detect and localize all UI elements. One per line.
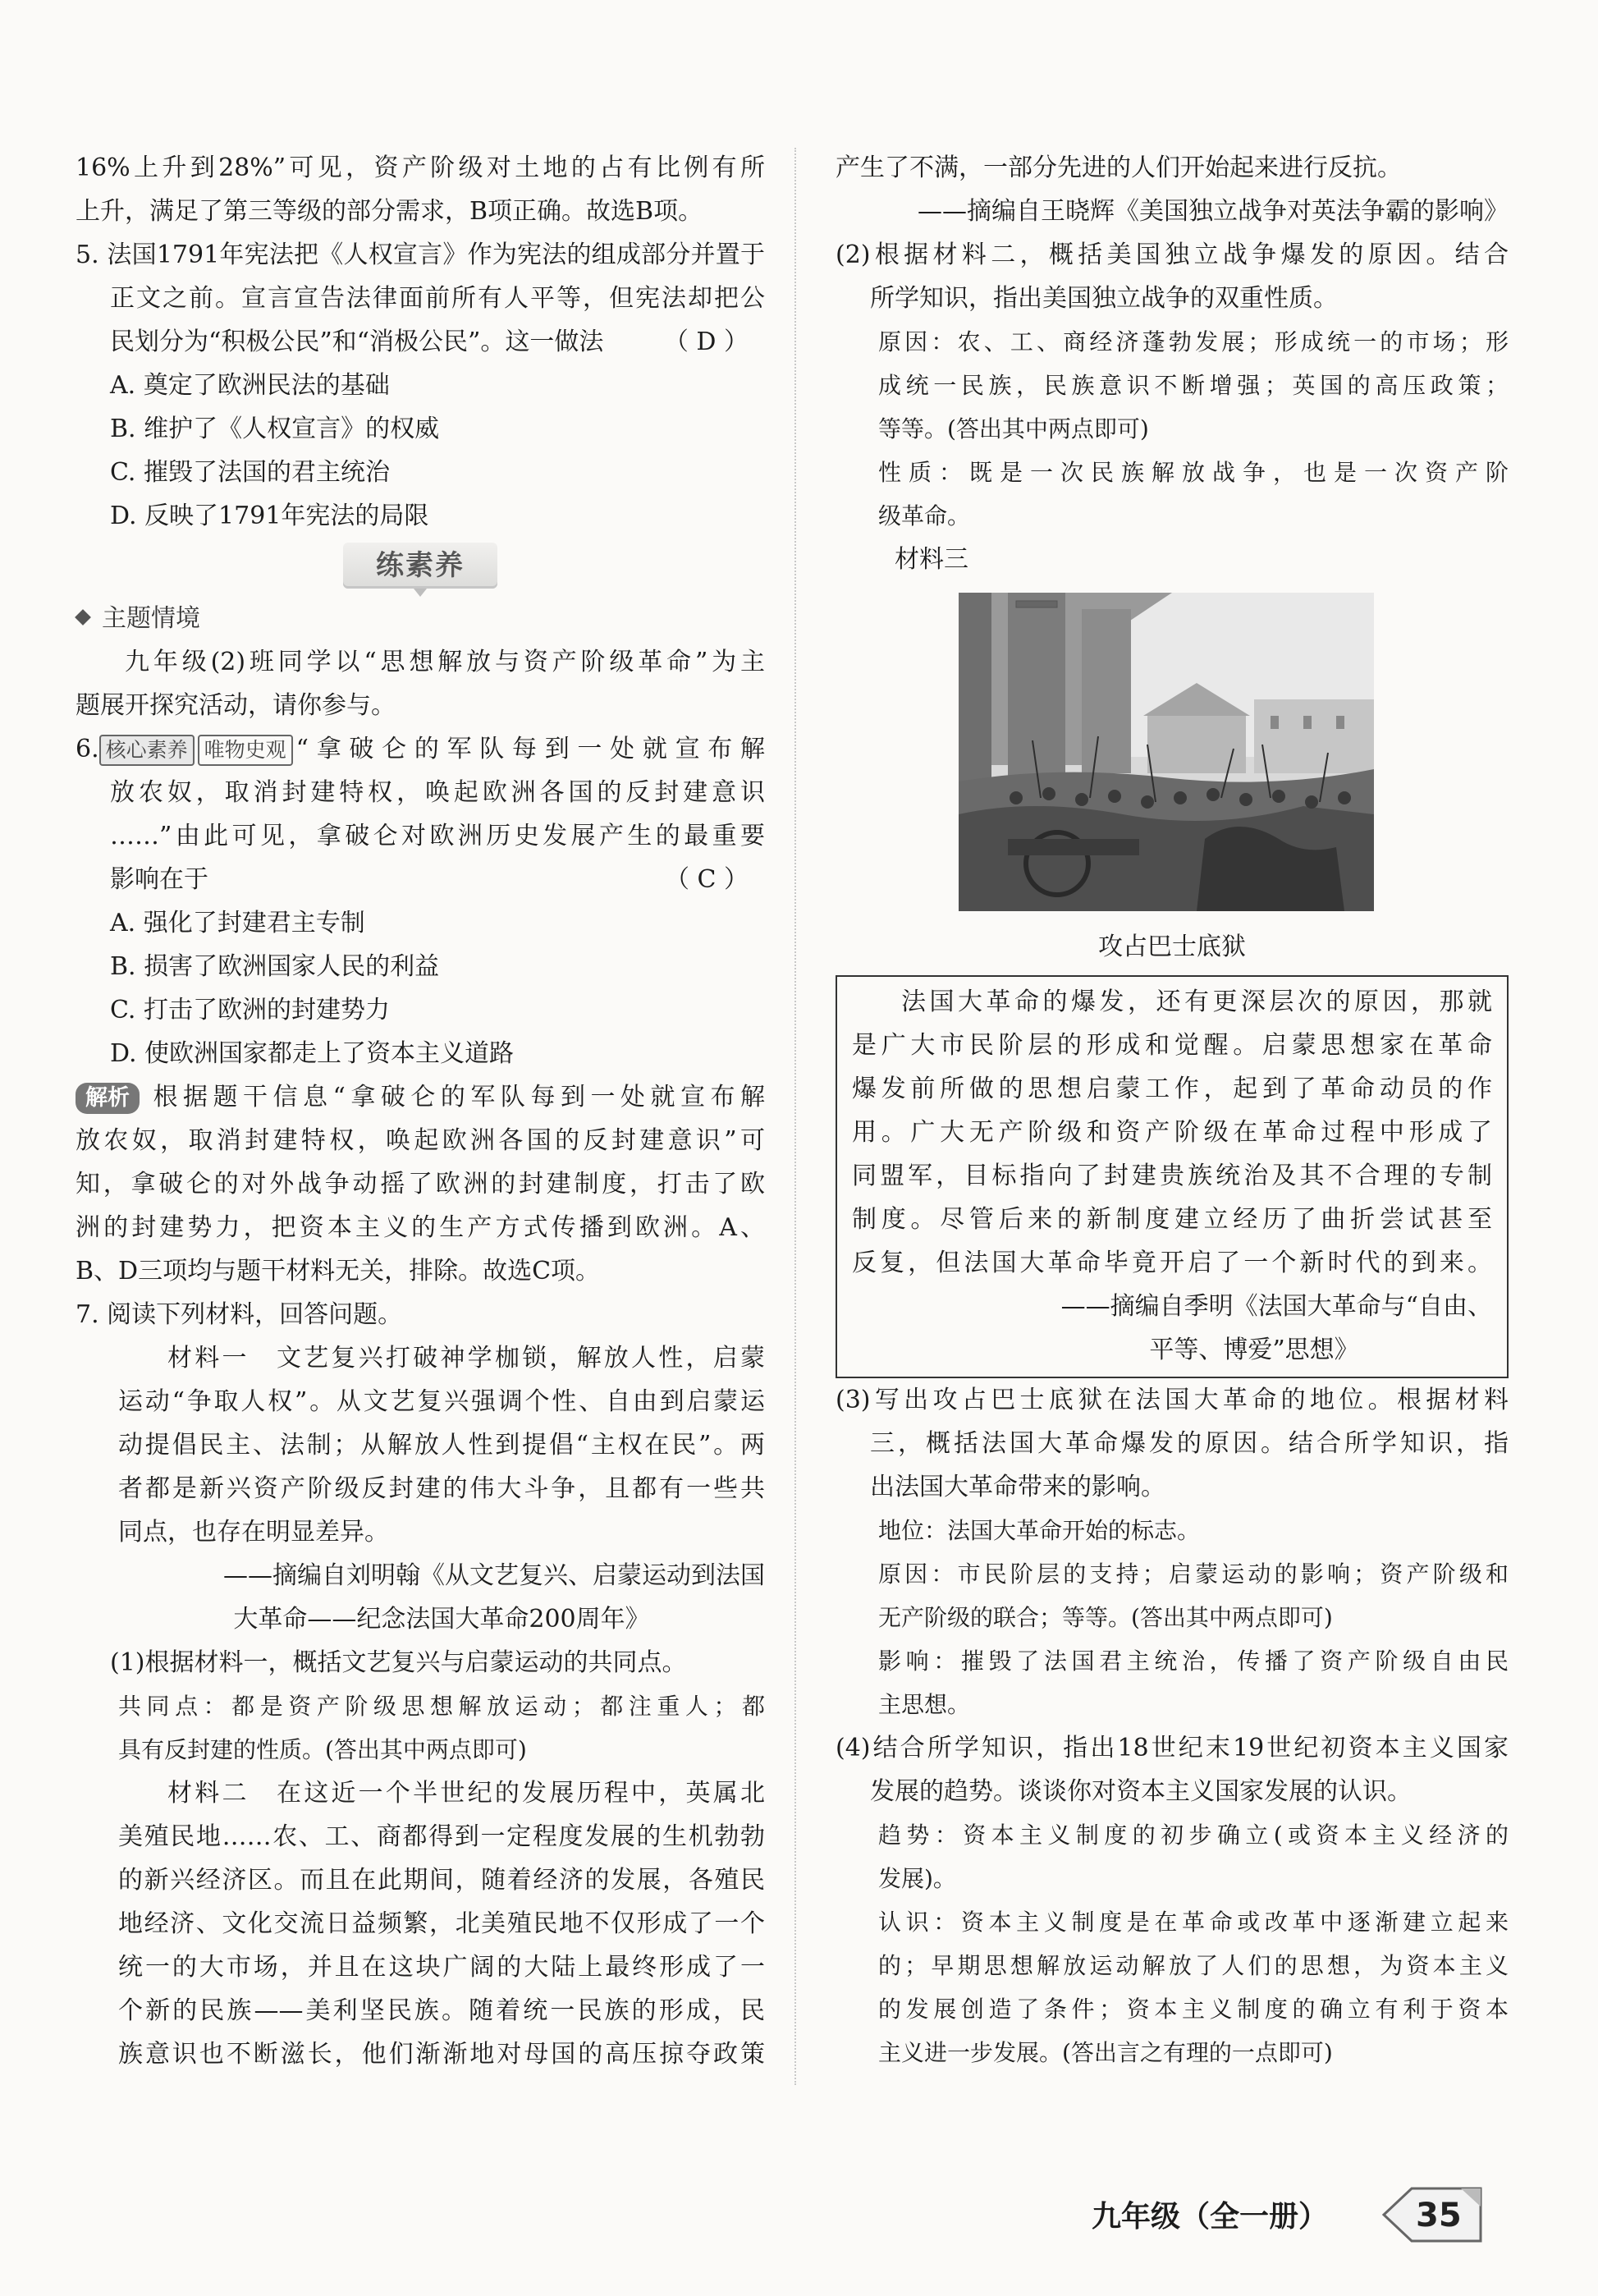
material-one-line: 动提倡民主、法制；从解放人性到提倡“主权在民”。两 — [118, 1431, 765, 1460]
material-three-box — [836, 975, 1509, 1378]
q7-sub2-answer-cause: 原因：农、工、商经济蓬勃发展；形成统一的市场；形 — [878, 328, 1509, 355]
material-one-line: 材料一 文艺复兴打破神学枷锁，解放人性，启蒙 — [167, 1344, 765, 1373]
material-two-continued: 产生了不满，一部分先进的人们开始起来进行反抗。 — [836, 154, 1402, 182]
material-three-source: 平等、博爱”思想》 — [1149, 1336, 1359, 1364]
prev-analysis-line: 上升，满足了第三等级的部分需求，B项正确。故选B项。 — [76, 197, 703, 226]
material-two-line: 材料二 在这近一个半世纪的发展历程中，英属北 — [167, 1779, 765, 1808]
grade-label: 九年级（全一册） — [1092, 2200, 1329, 2234]
topic-heading: 主题情境 — [76, 597, 765, 640]
material-one-line: 者都是新兴资产阶级反封建的伟大斗争，且都有一些共 — [118, 1474, 765, 1503]
q7-sub4-answer: 发展)。 — [878, 1865, 956, 1892]
figure-caption: 攻占巴士底狱 — [1098, 933, 1246, 961]
material-three-line: 用。广大无产阶级和资产阶级在革命过程中形成了 — [852, 1118, 1492, 1147]
q7-sub2: (2)根据材料二，概括美国独立战争爆发的原因。结合 — [836, 241, 1509, 269]
q7-sub1-answer: 具有反封建的性质。(答出其中两点即可) — [118, 1736, 527, 1763]
q5-stem-line: 民划分为“积极公民”和“消极公民”。这一做法 （ D ） — [76, 320, 765, 364]
topic-text: 九年级(2)班同学以“思想解放与资产阶级革命”为主 — [125, 648, 765, 676]
left-column — [76, 146, 765, 2076]
q7-sub4-answer: 的发展创造了条件；资本主义制度的确立有利于资本 — [878, 1996, 1509, 2023]
material-one-source: 大革命——纪念法国大革命200周年》 — [233, 1605, 650, 1634]
right-column — [836, 146, 1509, 2074]
core-literacy-tag: 核心素养 — [99, 735, 195, 766]
q5-option-b: B. 维护了《人权宣言》的权威 — [110, 415, 440, 443]
material-three-line: 法国大革命的爆发，还有更深层次的原因，那就 — [901, 988, 1492, 1016]
material-three-line: 是广大市民阶层的形成和觉醒。启蒙思想家在革命 — [852, 1031, 1492, 1060]
q7-sub2-answer-cause: 成统一民族，民族意识不断增强；英国的高压政策； — [878, 372, 1509, 399]
q7-sub2-answer-nature: 性质：既是一次民族解放战争，也是一次资产阶 — [878, 459, 1509, 486]
column-divider — [794, 148, 796, 2085]
material-one-line: 运动“争取人权”。从文艺复兴强调个性、自由到启蒙运 — [118, 1387, 765, 1416]
q6-stem-line: 影响在于 （ C ） — [76, 858, 765, 901]
material-three-label: 材料三 — [895, 545, 968, 574]
analysis-line: 洲的封建势力，把资本主义的生产方式传播到欧洲。A、 — [76, 1213, 765, 1242]
material-two-line: 美殖民地……农、工、商都得到一定程度发展的生机勃勃 — [118, 1822, 765, 1851]
prev-analysis-line: 16%上升到28%”可见，资产阶级对土地的占有比例有所 — [76, 154, 765, 182]
q5-answer: （ D ） — [663, 328, 749, 356]
q7-stem: 7. 阅读下列材料，回答问题。 — [76, 1300, 403, 1329]
q7-sub3: 出法国大革命带来的影响。 — [870, 1473, 1165, 1501]
material-two-source: ——摘编自王晓辉《美国独立战争对英法争霸的影响》 — [918, 197, 1509, 226]
diamond-icon — [75, 609, 91, 626]
q5-stem-line: 5. 法国1791年宪法把《人权宣言》作为宪法的组成部分并置于 — [76, 241, 765, 269]
material-two-line: 个新的民族——美利坚民族。随着统一民族的形成，民 — [118, 1996, 765, 2025]
q7-sub4: (4)结合所学知识，指出18世纪末19世纪初资本主义国家 — [836, 1734, 1509, 1762]
q6-answer: （ C ） — [664, 865, 749, 894]
q7-sub3-answer: 无产阶级的联合；等等。(答出其中两点即可) — [878, 1604, 1333, 1631]
q7-sub4-answer: 的；早期思想解放运动解放了人们的思想，为资本主义 — [878, 1952, 1509, 1979]
material-three-line: 制度。尽管后来的新制度建立经历了曲折尝试甚至 — [852, 1205, 1492, 1234]
page-number-tab — [1379, 2182, 1486, 2248]
q7-sub3: 三，概括法国大革命爆发的原因。结合所学知识，指 — [870, 1429, 1509, 1458]
material-three-line: 同盟军，目标指向了封建贵族统治及其不合理的专制 — [852, 1162, 1492, 1190]
analysis-line: B、D三项均与题干材料无关，排除。故选C项。 — [76, 1257, 601, 1285]
material-one-source: ——摘编自刘明翰《从文艺复兴、启蒙运动到法国 — [223, 1561, 765, 1590]
material-one-line: 同点，也存在明显差异。 — [118, 1518, 389, 1547]
q7-sub4-answer: 主义进一步发展。(答出言之有理的一点即可) — [878, 2039, 1333, 2066]
analysis-label: 解析 — [76, 1083, 140, 1114]
q5-option-c: C. 摧毁了法国的君主统治 — [110, 458, 390, 487]
q5-stem-line: 正文之前。宣言宣告法律面前所有人平等，但宪法却把公 — [110, 284, 765, 313]
q6-stem-line: 放农奴，取消封建特权，唤起欧洲各国的反封建意识 — [110, 778, 765, 807]
analysis-line: 知，拿破仑的对外战争动摇了欧洲的封建制度，打击了欧 — [76, 1170, 765, 1198]
q7-sub3-answer: 影响：摧毁了法国君主统治，传播了资产阶级自由民 — [878, 1648, 1509, 1675]
q7-sub3-answer: 主思想。 — [878, 1691, 971, 1718]
q7-sub4-answer: 趋势：资本主义制度的初步确立(或资本主义经济的 — [878, 1822, 1509, 1849]
storming-bastille-illustration — [959, 593, 1374, 911]
material-three-line: 爆发前所做的思想启蒙工作，起到了革命动员的作 — [852, 1075, 1492, 1103]
q7-sub2-answer-nature: 级革命。 — [878, 502, 971, 529]
material-two-line: 统一的大市场，并且在这块广阔的大陆上最终形成了一 — [118, 1953, 765, 1982]
q7-sub2-answer-cause: 等等。(答出其中两点即可) — [878, 415, 1149, 442]
analysis-line: 解析 根据题干信息“拿破仑的军队每到一处就宣布解 — [76, 1075, 765, 1119]
page-number: 35 — [1416, 2197, 1462, 2234]
material-two-line: 的新兴经济区。而且在此期间，随着经济的发展，各殖民 — [118, 1866, 765, 1895]
q7-sub3-answer: 地位：法国大革命开始的标志。 — [878, 1517, 1201, 1544]
q5-option-a: A. 奠定了欧洲民法的基础 — [110, 371, 390, 400]
material-three-line: 反复，但法国大革命毕竟开启了一个新时代的到来。 — [852, 1249, 1492, 1277]
q6-option-b: B. 损害了欧洲国家人民的利益 — [110, 952, 440, 981]
q6-option-d: D. 使欧洲国家都走上了资本主义道路 — [110, 1039, 515, 1068]
q7-sub3-answer: 原因：市民阶层的支持；启蒙运动的影响；资产阶级和 — [878, 1560, 1509, 1588]
material-two-line: 地经济、文化交流日益频繁，北美殖民地不仅形成了一个 — [118, 1909, 765, 1938]
q7-sub4: 发展的趋势。谈谈你对资本主义国家发展的认识。 — [870, 1777, 1412, 1806]
q6-option-a: A. 强化了封建君主专制 — [110, 909, 365, 937]
topic-text: 题展开探究活动，请你参与。 — [76, 691, 396, 720]
q6-stem-line: ……”由此可见，拿破仑对欧洲历史发展产生的最重要 — [110, 822, 765, 850]
q7-sub4-answer: 认识：资本主义制度是在革命或改革中逐渐建立起来 — [878, 1909, 1509, 1936]
q5-option-d: D. 反映了1791年宪法的局限 — [110, 502, 429, 530]
q7-sub1: (1)根据材料一，概括文艺复兴与启蒙运动的共同点。 — [110, 1648, 687, 1677]
q6-stem-line: 6. 核心素养 唯物史观 “拿破仑的军队每到一处就宣布解 — [76, 727, 765, 771]
material-two-line: 族意识也不断滋长，他们渐渐地对母国的高压掠夺政策 — [118, 2040, 765, 2069]
section-banner: 练素养 — [343, 543, 497, 589]
material-three-source: ——摘编自季明《法国大革命与“自由、 — [1060, 1292, 1492, 1321]
q6-option-c: C. 打击了欧洲的封建势力 — [110, 996, 390, 1024]
q7-sub2: 所学知识，指出美国独立战争的双重性质。 — [870, 284, 1338, 313]
q7-sub1-answer: 共同点：都是资产阶级思想解放运动；都注重人；都 — [118, 1693, 765, 1720]
historical-materialism-tag: 唯物史观 — [198, 735, 293, 766]
analysis-line: 放农奴，取消封建特权，唤起欧洲各国的反封建意识”可 — [76, 1126, 765, 1155]
q7-sub3: (3)写出攻占巴士底狱在法国大革命的地位。根据材料 — [836, 1386, 1509, 1414]
